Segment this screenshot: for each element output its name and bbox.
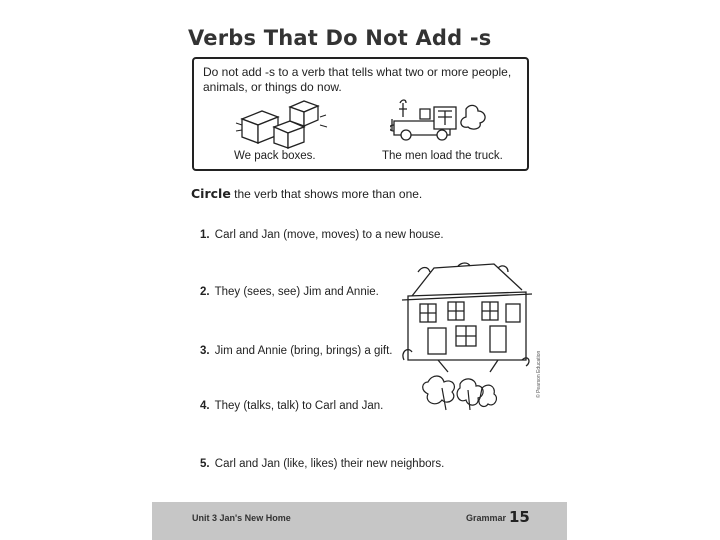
truck-icon — [390, 95, 500, 149]
item-text[interactable]: Carl and Jan (move, moves) to a new house. — [214, 229, 444, 241]
boxes-icon — [234, 97, 329, 149]
exercise-item — [200, 229, 444, 241]
rule-text: Do not add -s to a verb that tells what two or more people, animals, or things do now. — [203, 65, 512, 94]
page-footer — [152, 502, 567, 540]
instructions-text: the verb that shows more than one. — [234, 187, 423, 201]
instructions-keyword: Circle — [191, 186, 231, 201]
item-text[interactable]: They (talks, talk) to Carl and Jan. — [214, 400, 384, 412]
copyright-credit: © Pearson Education — [536, 350, 542, 398]
item-text[interactable]: Carl and Jan (like, likes) their new neighbors. — [214, 458, 445, 470]
page-number: 15 — [509, 508, 530, 526]
footer-unit: Unit 3 — [192, 513, 218, 523]
example-caption: We pack boxes. — [234, 150, 316, 162]
item-text[interactable]: Jim and Annie (bring, brings) a gift. — [214, 345, 393, 357]
item-text[interactable]: They (sees, see) Jim and Annie. — [214, 286, 379, 298]
footer-story: Jan's New Home — [219, 513, 291, 523]
example-caption: The men load the truck. — [382, 150, 503, 162]
item-number: 5. — [200, 458, 210, 470]
exercise-item — [200, 286, 379, 298]
house-icon — [398, 260, 532, 432]
footer-section: Grammar — [466, 513, 507, 523]
exercise-item — [200, 458, 444, 470]
rule-box — [192, 57, 529, 171]
exercise-item — [200, 345, 393, 357]
footer-unit-story — [192, 513, 291, 523]
instructions — [191, 186, 422, 201]
exercise-item — [200, 400, 383, 412]
item-number: 3. — [200, 345, 210, 357]
page-title: Verbs That Do Not Add -s — [188, 26, 492, 50]
item-number: 1. — [200, 229, 210, 241]
item-number: 2. — [200, 286, 210, 298]
item-number: 4. — [200, 400, 210, 412]
